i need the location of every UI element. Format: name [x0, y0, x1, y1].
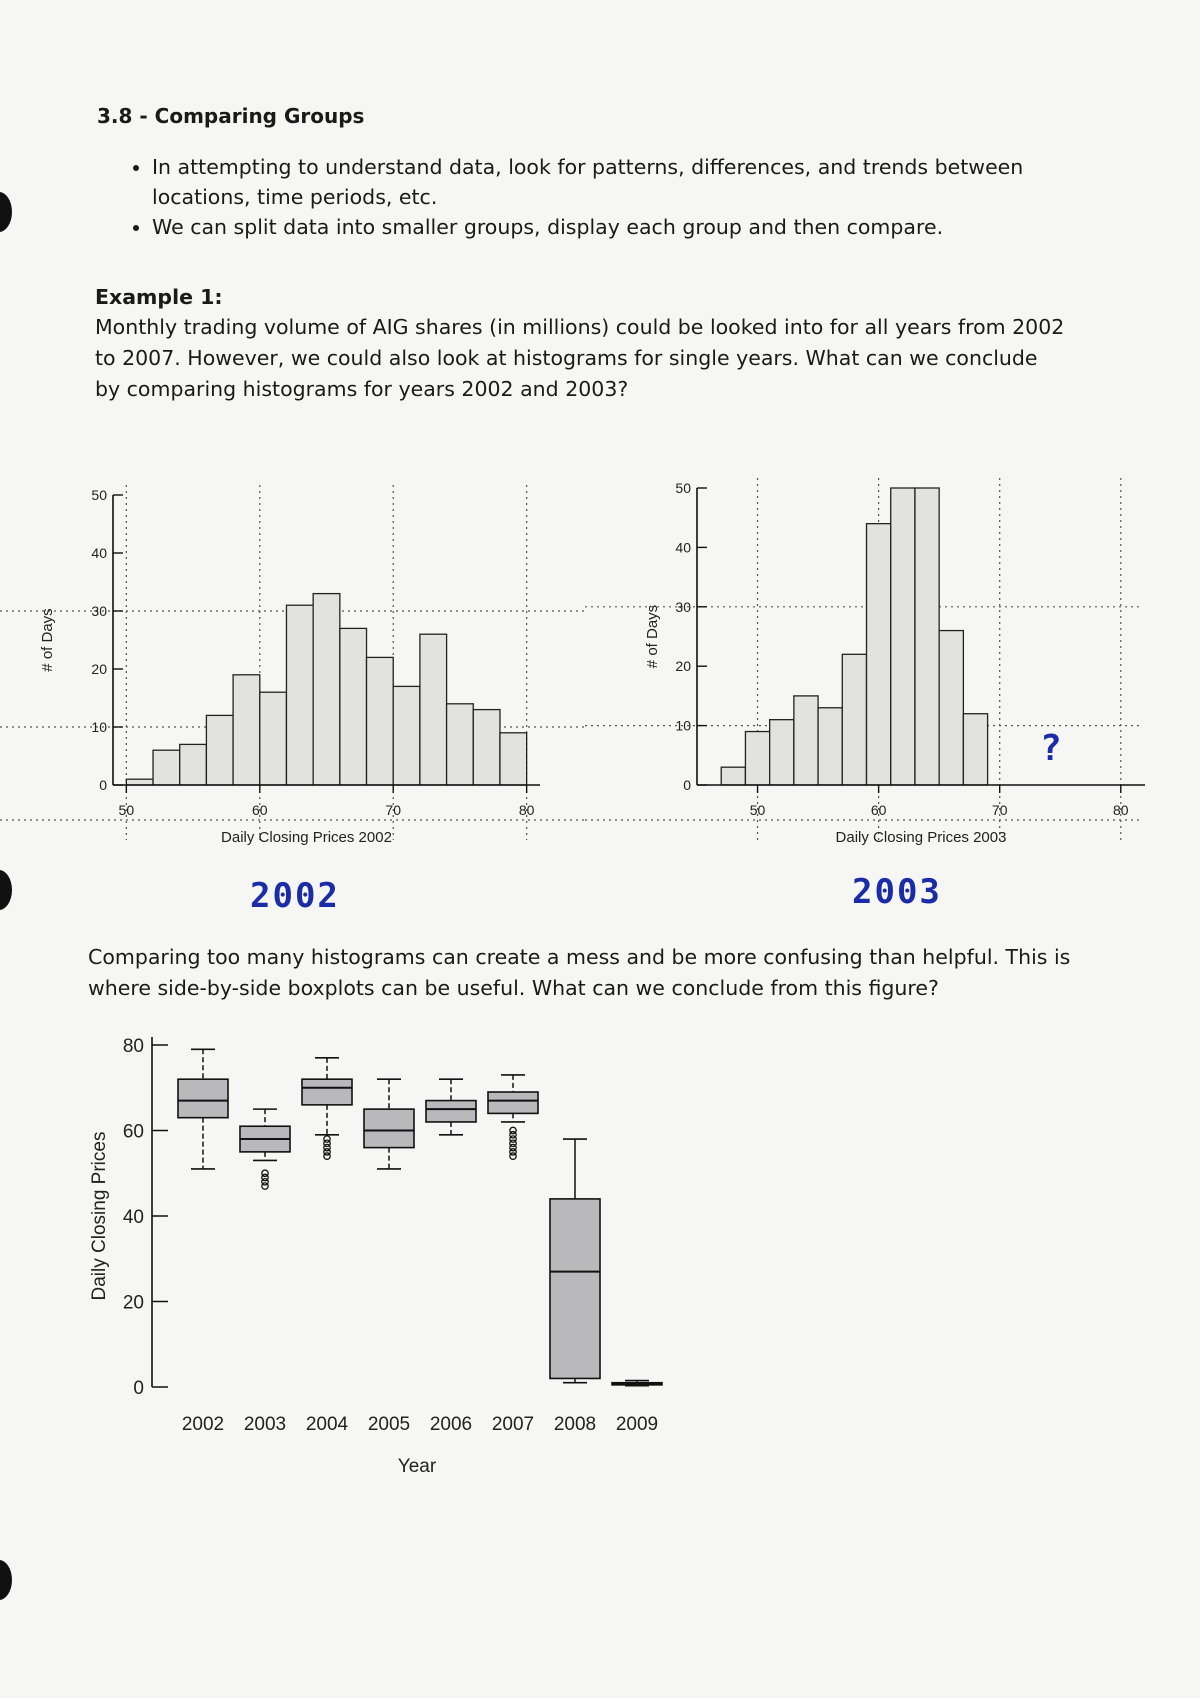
histogram-bar: [867, 524, 891, 785]
box: [426, 1101, 476, 1122]
histogram-bar: [770, 720, 794, 785]
x-tick-label: 2004: [305, 1414, 349, 1435]
y-tick-label: 30: [91, 603, 107, 619]
histogram-bar: [500, 733, 527, 785]
x-axis-label: Daily Closing Prices 2003: [835, 829, 1007, 846]
y-axis-label: Daily Closing Prices: [89, 1131, 110, 1301]
y-tick-label: 0: [99, 777, 107, 793]
y-tick-label: 30: [675, 598, 691, 615]
x-tick-label: 2005: [367, 1414, 411, 1435]
histogram-bar: [818, 708, 842, 785]
y-tick-label: 0: [683, 777, 691, 793]
histogram-bar: [286, 605, 313, 785]
handwritten-question-mark: ?: [1040, 728, 1064, 769]
x-tick-label: 80: [518, 802, 535, 818]
x-tick-label: 70: [385, 802, 402, 818]
paragraph-boxplots: Comparing too many histograms can create a mess and be more confusing than helpful. This is where side-by-side boxplots can be useful. What can we conclude from this figure?: [88, 945, 1071, 1000]
histogram-bar: [340, 628, 367, 785]
example-text: Monthly trading volume of AIG shares (in millions) could be looked into for all years from 2002 to 2007. However, we could also look at histograms for single years. What can we conclude by comparing histograms for years 2002 and 2003?: [95, 315, 1065, 401]
box: [302, 1079, 352, 1105]
histogram-bar: [939, 631, 963, 785]
outlier-point: [324, 1136, 330, 1142]
histogram-bar: [842, 654, 866, 785]
y-tick-label: 40: [675, 539, 691, 556]
x-tick-label: 70: [991, 802, 1008, 818]
x-axis-label: Year: [397, 1456, 437, 1477]
bullet-item: • We can split data into smaller groups, display each group and then compare.: [152, 212, 1052, 242]
x-tick-label: 80: [1112, 802, 1129, 818]
histogram-bar: [915, 488, 939, 785]
handwritten-2003: 2003: [852, 872, 942, 912]
box: [364, 1109, 414, 1147]
histogram-bar: [891, 488, 915, 785]
outlier-point: [262, 1170, 268, 1176]
y-tick-label: 50: [675, 480, 691, 496]
histogram-bar: [420, 634, 447, 785]
x-tick-label: 2002: [181, 1414, 225, 1435]
y-tick-label: 20: [91, 661, 107, 677]
x-tick-label: 60: [251, 802, 268, 818]
histogram-bar: [206, 715, 233, 785]
histogram-bar: [180, 744, 207, 785]
example-title: Example 1:: [95, 285, 223, 309]
histogram-bar: [721, 767, 745, 785]
y-tick-label: 40: [91, 545, 107, 561]
handwritten-2002: 2002: [250, 876, 340, 916]
y-tick-label: 80: [122, 1036, 144, 1057]
y-tick-label: 40: [122, 1207, 144, 1228]
y-tick-label: 20: [122, 1292, 144, 1314]
histogram-bar: [367, 657, 394, 785]
outlier-point: [510, 1127, 516, 1133]
y-tick-label: 0: [133, 1378, 144, 1399]
histogram-bar: [126, 779, 153, 785]
boxplot-chart: [89, 1036, 662, 1477]
y-axis-label: # of Days: [644, 604, 661, 669]
x-tick-label: 2006: [429, 1414, 473, 1435]
histogram-bar: [313, 594, 340, 785]
x-tick-label: 2007: [491, 1414, 535, 1435]
x-tick-label: 50: [118, 802, 135, 818]
histogram-bar: [393, 686, 420, 785]
box: [488, 1092, 538, 1113]
histogram-bar: [473, 710, 500, 785]
bullet-item: • In attempting to understand data, look for patterns, differences, and trends between locations, time periods, etc.: [152, 152, 1052, 212]
y-tick-label: 60: [122, 1121, 144, 1143]
histogram-bar: [233, 675, 260, 785]
histogram-2003: [585, 478, 1145, 846]
histogram-bar: [745, 732, 769, 785]
y-axis-label: # of Days: [39, 608, 56, 672]
x-tick-label: 2009: [615, 1414, 659, 1435]
histogram-bar: [447, 704, 474, 785]
histogram-bar: [153, 750, 180, 785]
histogram-bar: [794, 696, 818, 785]
box: [178, 1079, 228, 1117]
y-tick-label: 50: [91, 487, 107, 503]
x-axis-label: Daily Closing Prices 2002: [221, 829, 392, 846]
y-tick-label: 20: [675, 658, 691, 675]
histogram-bar: [963, 714, 987, 785]
x-tick-label: 60: [870, 802, 887, 818]
section-title: 3.8 - Comparing Groups: [97, 104, 365, 128]
x-tick-label: 2003: [243, 1414, 287, 1435]
histogram-bar: [260, 692, 287, 785]
y-tick-label: 10: [91, 719, 107, 735]
x-tick-label: 2008: [553, 1414, 597, 1435]
histogram-2002: [0, 485, 585, 846]
box: [550, 1199, 600, 1379]
y-tick-label: 10: [675, 717, 691, 734]
x-tick-label: 50: [749, 802, 766, 818]
